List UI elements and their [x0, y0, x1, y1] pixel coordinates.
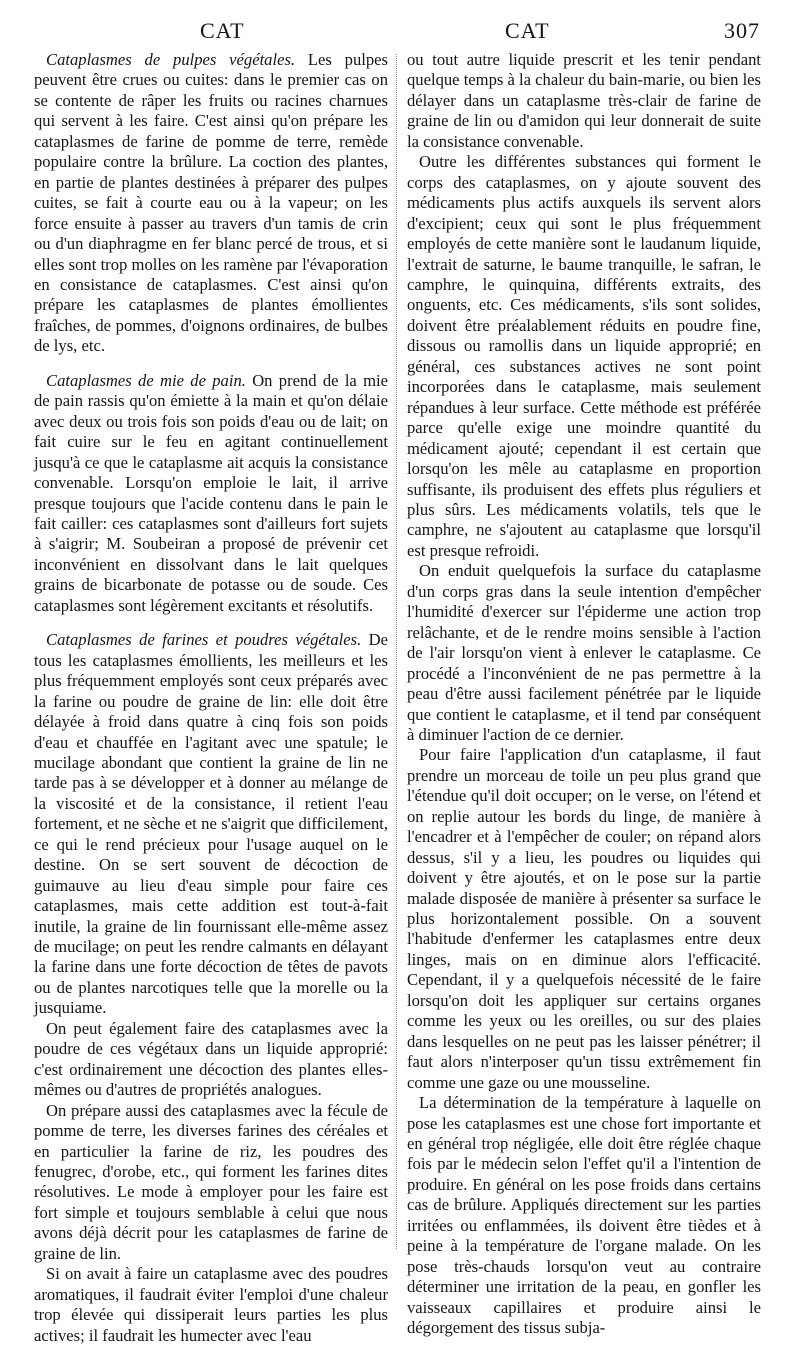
paragraph-text: De tous les cataplasmes émollients, les meilleurs et les plus fréquemment employés sont ceux préparés avec la farine ou poudre de graine de lin: elle doit être délayée à froid dans quatre à cinq fois son poids d'eau et chauffée en l'agitant avec une spatule; le mucilage abondant que contient la graine de lin ne tarde pas à se développer et à donner au mélange de la viscosité et de la consistance, il retient l'eau fortement, et ne sèche et ne s'aigrit que difficilement, ce qui le rend précieux pour l'usage auquel on le destine. On se sert souvent de décoction de guimauve au lieu d'eau simple pour faire ces cataplasmes, mais cette addition est tout-à-fait inutile, la graine de lin fournissant elle-même assez de mucilage; on peut les rendre calmants en délayant la farine dans une forte décoction de têtes de pavots ou de plantes narcotiques telle que la morelle ou la jusquiame.: [34, 630, 389, 1018]
paragraph-heading: Cataplasmes de pulpes végétales.: [46, 50, 296, 69]
paragraph-text: Pour faire l'application d'un cataplasme, il faut prendre un morceau de toile un peu plus grand que l'étendue qu'il doit occuper; on le verse, on l'étend et on replie autour les bords du linge, de manière à l'encadrer et à l'empêcher de couler; on répand alors dessus, s'il y a lieu, les poudres ou liquides qui doivent y être ajoutés, et on le pose sur la partie malade disposée de manière à présenter sa surface le plus horizontalement possible. On a souvent l'habitude d'enfermer les cataplasmes entre deux linges, mais on en diminue alors l'efficacité. Cependant, il y a quelquefois nécessité de le faire lorsqu'on doit les appliquer sur certains organes comme les yeux ou les oreilles, ou sur des plaies dans lesquelles on ne peut pas les laisser pénétrer; il faut alors n'interposer qu'un tissu extrêmement fin comme une gaze ou une mousseline.: [407, 745, 761, 1092]
running-title-left: CAT: [200, 18, 245, 43]
running-title-right: CAT: [505, 18, 550, 43]
paragraph: [34, 371, 388, 616]
paragraph: [34, 1019, 388, 1101]
right-column: [407, 50, 761, 1338]
paragraph: [34, 1264, 388, 1346]
paragraph-text: On prend de la mie de pain rassis qu'on émiette à la main et qu'on délaie avec deux ou trois fois son poids d'eau ou de lait; on fait cuire sur le feu en agitant continuellement jusqu'à ce que le cataplasme ait acquis la consistance convenable. Lorsqu'on emploie le lait, il arrive presque toujours que l'acide contenu dans le pain le fait cailler: ces cataplasmes sont d'ailleurs fort sujets à s'aigrir; M. Soubeiran a proposé de prévenir cet inconvénient en dissolvant dans le lait quelques grains de bicarbonate de potasse ou de soude. Ces cataplasmes sont légèrement excitants et résolutifs.: [34, 370, 388, 615]
paragraph-text: ou tout autre liquide prescrit et les tenir pendant quelque temps à la chaleur du bain-marie, ou bien les délayer dans un cataplasme très-clair de farine de graine de lin ou d'amidon qui leur donnerait de suite la consistance convenable.: [407, 50, 761, 151]
paragraph-text: Si on avait à faire un cataplasme avec des poudres aromatiques, il faudrait éviter l'emploi d'une chaleur trop élevée qui dissiperait leurs parties les plus actives; il faudrait les humecter avec l'eau: [34, 1264, 388, 1345]
paragraph: [407, 561, 761, 745]
paragraph: [407, 745, 761, 1093]
paragraph: [407, 50, 761, 152]
paragraph-text: On peut également faire des cataplasmes avec la poudre de ces végétaux dans un liquide approprié: c'est ordinairement une décoction des plantes elles-mêmes ou d'autres de propriétés analogues.: [34, 1018, 388, 1100]
paragraph: [34, 50, 388, 357]
paragraph-text: Outre les différentes substances qui forment le corps des cataplasmes, on y ajoute souvent des médicaments plus actifs auxquels ils servent alors d'excipient; ceux qui sont le plus fréquemment employés de cette manière sont le laudanum liquide, l'extrait de saturne, le baume tranquille, le safran, le camphre, le quinquina, différents extraits, des onguents, etc. Ces médicaments, s'ils sont solides, doivent être préalablement réduits en poudre fine, dissous ou ramollis dans un liquide approprié; en général, ces substances actives ne sont point incorporées dans le cataplasme, mais seulement répandues à leur surface. Cette méthode est préférée parce qu'elle exige une moindre quantité du médicament ajouté; cependant il est certain que lorsqu'on les mêle au cataplasme en proportion suffisante, ils produisent des effets plus réguliers et plus sûrs. Les médicaments volatils, tels que le camphre, ne s'ajoutent au cataplasme que lorsqu'il est presque refroidi.: [407, 152, 761, 560]
paragraph: [34, 630, 388, 1019]
paragraph-text: La détermination de la température à laquelle on pose les cataplasmes est une chose fort importante et en général trop négligée, elle doit être réglée chaque fois par le médecin selon l'effet qu'il a l'intention de produire. En général on les pose froids dans certains cas de brûlure. Appliqués directement sur les parties irritées ou enflammées, ils doivent être tièdes et à peine à la température de l'organe malade. On les pose très-chauds lorsqu'on veut au contraire déterminer une irritation de la peau, en gonfler les vaisseaux capillaires et produire ainsi le dégorgement des tissus subja-: [407, 1093, 761, 1338]
column-divider: [396, 54, 397, 1249]
paragraph-heading: Cataplasmes de mie de pain.: [46, 370, 246, 390]
paragraph-text: On enduit quelquefois la surface du cataplasme d'un corps gras dans la seule intention d'empêcher l'humidité d'exercer sur l'épiderme une action trop relâchante, et de le rendre moins sensible à l'action de l'air lorsqu'on vient à enlever le cataplasme. Ce procédé a l'inconvénient de ne pas permettre à la peau d'être aussi facilement pénétrée par le liquide que contient le cataplasme, et il tend par conséquent à diminuer l'action de ce dernier.: [407, 561, 761, 744]
paragraph-heading: Cataplasmes de farines et poudres végétales.: [46, 630, 362, 650]
left-column: [34, 50, 389, 1345]
page-number: 307: [724, 18, 760, 43]
paragraph: [34, 1101, 388, 1265]
paragraph-text: On prépare aussi des cataplasmes avec la fécule de pomme de terre, les diverses farines des céréales et en particulier la farine de riz, les poudres des fenugrec, d'orobe, etc., qui forment les farines dites résolutives. Le mode à employer pour les faire est fort simple et toujours semblable à celui que nous avons déjà décrit pour les cataplasmes de farine de graine de lin.: [34, 1100, 388, 1263]
paragraph-text: Les pulpes peuvent être crues ou cuites: dans le premier cas on se contente de râper les fruits ou racines charnues qui servent à les faire. C'est ainsi qu'on prépare les cataplasmes de farine de pomme de terre, remède populaire contre la brûlure. La coction des plantes, en partie de plantes destinées à préparer des pulpes cuites, se fait à courte eau ou à la vapeur; on les force ensuite à passer au travers d'un tamis de crin ou d'un diaphragme en fer blanc percé de trous, et si elles sont trop molles on les ramène par l'évaporation en consistance de cataplasmes. C'est ainsi qu'on prépare les cataplasmes de plantes émollientes fraîches, de pommes, d'oignons ordinaires, de bulbes de lys, etc.: [34, 50, 388, 356]
paragraph: [407, 152, 761, 561]
paragraph: [407, 1093, 761, 1338]
